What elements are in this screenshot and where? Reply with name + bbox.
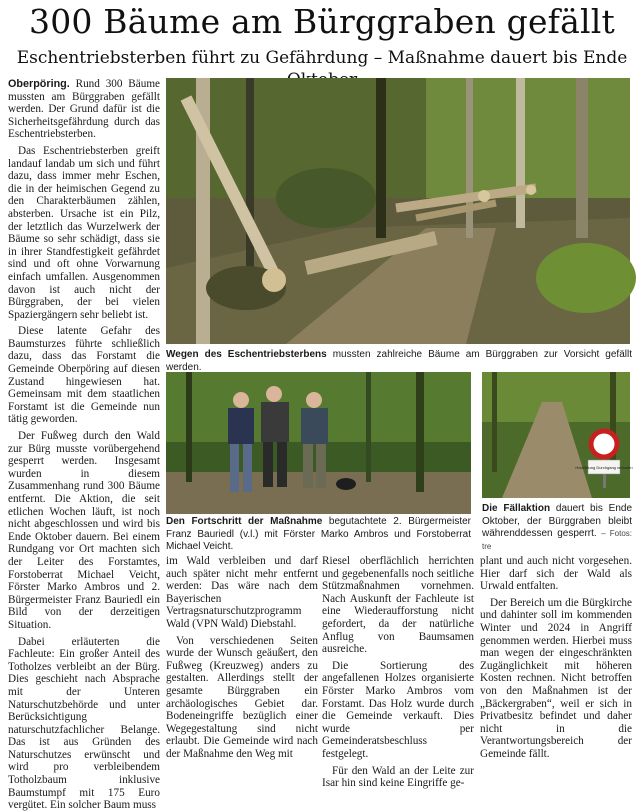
paragraph: Der Fußweg durch den Wald zur Bürg musste vorübergehend gesperrt werden. Insgesamt wurden in diesem Zusammenhang rund 300 Bäume entfernt. Die Aktion, die seit etlichen Wochen läuft, ist noch nicht abgeschlossen und wird bis Ende Oktober dauern. Bei einem Rundgang vor Ort machten sich der Leiter des Forstamtes, Forstoberrat Michael Veicht, Förster Marko Ambros und 2. Bürgermeister Franz Bauriedl ein Bild von der derzeitigen Situation. xyxy=(8,430,160,631)
paragraph: plant und auch nicht vorgesehen. Hier darf sich der Wald als Urwald entfalten. xyxy=(480,555,632,593)
paragraph: Von verschiedenen Seiten wurde der Wunsch geäußert, den Fußweg (Kreuzweg) anders zu gestalten. Allerdings stellt der gesamte Bürggraben ein archäologisches Gebiet dar. Bodeneingriffe bezüglich einer Wegegestaltung sind nicht erlaubt. Die Gemeinde wird nach der Maßnahme den Weg mit xyxy=(166,634,318,760)
people-photo-illustration xyxy=(166,372,471,514)
people-photo-caption xyxy=(166,516,471,554)
paragraph: Der Bereich um die Bürgkirche und dahinter soll im kommenden Winter und 2024 in Angriff genommen werden. Hierbei muss man wegen der eingeschränkten Zugänglichkeit mit höheren Kosten rechnen. Nicht betroffen von den Maßnahmen ist der „Bäckergraben“, weil er sich in Privatbesitz befindet und daher nicht in die Verantwortungsbereich der Gemeinde fällt. xyxy=(480,596,632,760)
caption-bold: Wegen des Eschentriebsterbens xyxy=(166,349,327,360)
paragraph: Für den Wald an der Leite zur Isar hin sind keine Eingriffe ge- xyxy=(322,764,474,790)
caption-text: dauert bis Ende Oktober, der Bürggraben bleibt währenddessen gesperrt. xyxy=(482,503,633,539)
paragraph: im Wald verbleiben und darf auch später nicht mehr entfernt werden: Das wäre nach dem Bayerischen Vertragsnaturschutzprogramm Wald (VPN Wald) Diebstahl. xyxy=(166,555,318,630)
article-column-2 xyxy=(166,555,318,760)
caption-bold: Den Fortschritt der Maßnahme xyxy=(166,516,323,527)
caption-bold: Die Fällaktion xyxy=(482,503,551,514)
paragraph: Riesel oberflächlich herrichten und gegebenenfalls noch seitliche Stützmaßnahmen vornehmen. Nach Auskunft der Fachleute ist eine Wiederaufforstung nicht gefordert, da der natürliche Anflug von Baumsamen ausreiche. xyxy=(322,555,474,656)
headline: 300 Bäume am Bürggraben gefällt xyxy=(29,2,615,41)
subheadline: Eschentriebsterben führt zu Gefährdung – Maßnahme dauert bis Ende xyxy=(16,48,628,68)
article-column-3 xyxy=(322,555,474,790)
closed-path-photo xyxy=(482,372,633,498)
paragraph: Das Eschentriebsterben greift landauf landab um sich und führt dazu, dass immer mehr Eschen, die in der heimischen Gegend zu den Charakterbäumen zählen, absterben. Ursache ist ein Pilz, der letztlich das Wurzelwerk der Bäume so sehr schädigt, dass sie in ihrer Standfestigkeit gefährdet sind und oft ohne Vorwarnung einfach umfallen. Ausgenommen davon ist auch nicht der Bürggraben, der bei vielen Spaziergängern sehr beliebt ist. xyxy=(8,144,160,321)
path-photo-caption xyxy=(482,503,632,553)
caption-text: begutachtete 2. Bürgermeister Franz Bauriedl (v.l.) mit Förster Marko Ambros und Forstoberrat Michael Veicht. xyxy=(166,516,471,552)
paragraph: Die Sortierung des angefallenen Holzes organisierte Förster Marko Ambros vom Forstamt. Das Holz wurde durch die Gemeinde verkauft. Dies wurde per Gemeinderatsbeschluss festgelegt. xyxy=(322,659,474,760)
people-photo xyxy=(166,372,471,514)
sign-text: Holzfällung Durchgang verboten xyxy=(575,465,633,470)
main-photo-caption xyxy=(166,349,632,374)
forest-photo-illustration xyxy=(166,78,630,344)
caption-text: mussten zahlreiche Bäume am Bürggraben zur Vorsicht gefällt werden. xyxy=(166,349,632,373)
article-column-1 xyxy=(8,78,160,812)
paragraph: Diese latente Gefahr des Baumsturzes führte schließlich dazu, dass das Forstamt die Gemeinde Oberpöring auf diesen Zustand hingewiesen hat. Gemeinsam mit dem staatlichen Forstamt ist die Gemeinde nun tätig geworden. xyxy=(8,325,160,426)
closed-path-illustration xyxy=(482,372,633,498)
paragraph: Dabei erläuterten die Fachleute: Ein großer Anteil des Totholzes verbleibt an der Bürg. Dies geschieht nach Absprache mit der Unteren Naturschutzbehörde und unter Berücksichtigung naturschutzfachlicher Belange. Das ist aus Gründen des Naturschutzes erwünscht und wird pro verbleibendem Totholzbaum inklusive Baumstumpf mit 175 Euro vergütet. Ein solcher Baum muss xyxy=(8,635,160,812)
paragraph: Rund 300 Bäume mussten am Bürggraben gefällt werden. Der Grund dafür ist die Sicherheitsgefährdung durch das Eschentriebsterben. xyxy=(8,78,160,141)
article-column-4 xyxy=(480,555,632,760)
photo-credit: – Fotos: tre xyxy=(482,529,633,551)
main-photo-felled-trees xyxy=(166,78,630,344)
dateline: Oberpöring. xyxy=(8,78,70,90)
